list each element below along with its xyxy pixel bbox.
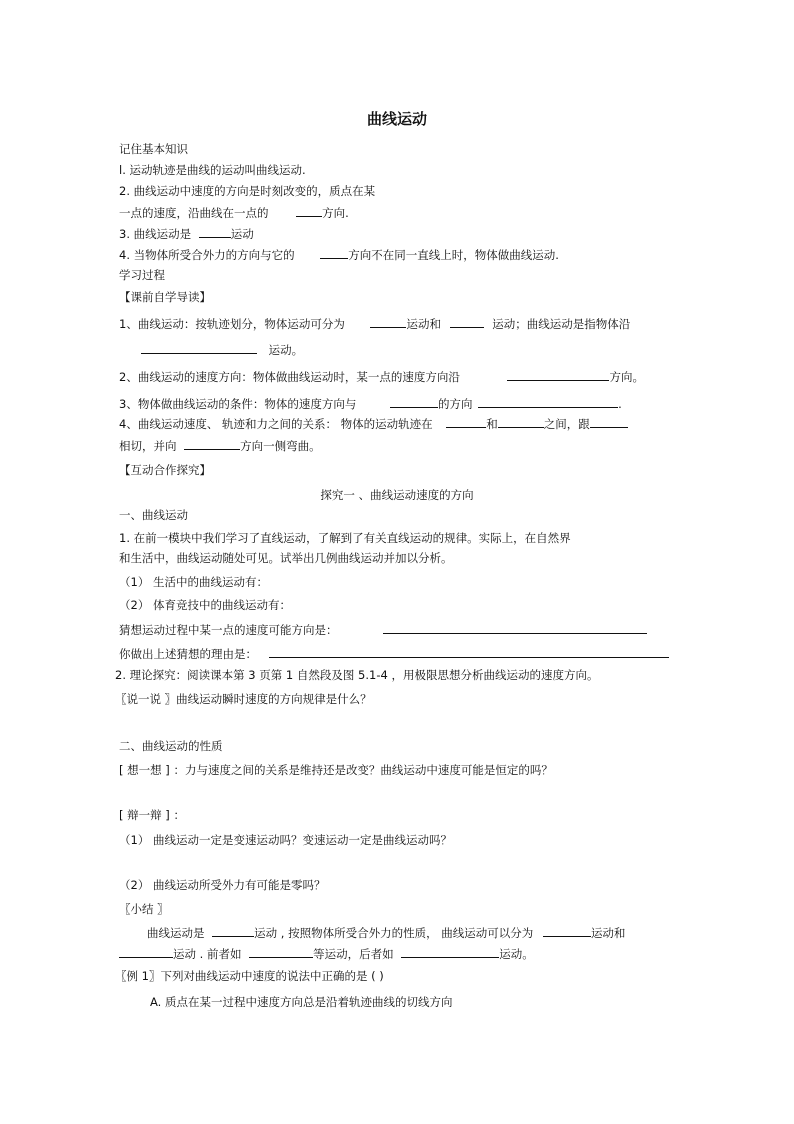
blank — [184, 437, 240, 450]
guess-line — [119, 621, 647, 638]
text: 和 — [486, 417, 498, 431]
blank — [498, 415, 544, 428]
blank — [370, 315, 406, 328]
blank — [478, 395, 618, 408]
blank — [212, 924, 254, 937]
text: 运动 — [230, 227, 254, 241]
preview-2 — [119, 368, 644, 385]
section-remember: 记住基本知识 — [119, 142, 188, 156]
blank — [401, 945, 499, 958]
text: 运动和 — [590, 926, 626, 940]
text: 你做出上述猜想的理由是： — [119, 647, 257, 661]
knowledge-2a: 2. 曲线运动中速度的方向是时刻改变的，质点在某 — [119, 184, 376, 198]
blank — [199, 225, 231, 238]
text: 运动和 — [406, 317, 441, 331]
debate-1: （1） 曲线运动一定是变速运动吗？变速运动一定是曲线运动吗？ — [119, 833, 452, 847]
text: 3. 曲线运动是 — [119, 227, 192, 241]
heading-1: 一、曲线运动 — [119, 508, 188, 522]
blank — [450, 315, 484, 328]
text: 运动 , 按照物体所受合外力的性质， 曲线运动可以分为 — [254, 926, 534, 940]
blank — [141, 341, 257, 354]
text: 猜想运动过程中某一点的速度可能方向是： — [119, 623, 338, 637]
talk-prompt: 〖说一说 〗曲线运动瞬时速度的方向规律是什么？ — [115, 692, 372, 706]
question-1a: 1. 在前一模块中我们学习了直线运动，了解到了有关直线运动的规律。实际上，在自然界 — [119, 531, 571, 545]
blank — [249, 945, 313, 958]
question-1-2: （2） 体育竞技中的曲线运动有： — [119, 598, 291, 612]
text: 方向一侧弯曲。 — [240, 439, 321, 453]
summary-label: 〖小结 〗 — [119, 902, 169, 916]
heading-2: 二、曲线运动的性质 — [119, 739, 223, 753]
text: 运动 . 前者如 — [173, 947, 242, 961]
preview-1-cont — [141, 341, 303, 358]
knowledge-4 — [119, 246, 559, 263]
text: 一点的速度，沿曲线在一点的 — [119, 206, 269, 220]
preview-4-cont — [119, 437, 321, 454]
text: 4、曲线运动速度、 轨迹和力之间的关系： 物体的运动轨迹在 — [119, 417, 433, 431]
text: 方向。 — [609, 370, 644, 384]
example-1-option-a: A. 质点在某一过程中速度方向总是沿着轨迹曲线的切线方向 — [150, 995, 453, 1009]
blank — [269, 645, 669, 658]
blank — [119, 945, 173, 958]
text: 运动。 — [499, 947, 534, 961]
text: . — [618, 397, 622, 411]
text: 曲线运动是 — [147, 926, 205, 940]
think-prompt: [ 想一想 ] ：力与速度之间的关系是维持还是改变？曲线运动中速度可能是恒定的吗？ — [119, 763, 553, 777]
reason-line — [119, 645, 669, 662]
section-preview: 【课前自学导读】 — [119, 290, 211, 304]
blank — [543, 924, 591, 937]
text: 4. 当物体所受合外力的方向与它的 — [119, 248, 295, 262]
blank — [320, 246, 348, 259]
page-title: 曲线运动 — [366, 110, 427, 128]
summary-line-2 — [119, 945, 534, 962]
blank — [446, 415, 486, 428]
text: 运动；曲线运动是指物体沿 — [492, 317, 631, 331]
question-1b: 和生活中，曲线运动随处可见。试举出几例曲线运动并加以分析。 — [119, 551, 453, 565]
knowledge-1: l. 运动轨迹是曲线的运动叫曲线运动. — [119, 163, 306, 177]
blank — [383, 621, 647, 634]
blank — [507, 368, 609, 381]
question-2: 2. 理论探究：阅读课本第 3 页第 1 自然段及图 5.1-4 ，用极限思想分析曲线运动的速度方向。 — [115, 668, 599, 682]
blank — [390, 395, 438, 408]
text: 1、曲线运动：按轨迹划分，物体运动可分为 — [119, 317, 345, 331]
text: 的方向 — [437, 397, 473, 411]
knowledge-2b — [119, 204, 349, 221]
blank — [296, 204, 322, 217]
section-process: 学习过程 — [119, 268, 165, 282]
text: 之间，跟 — [543, 417, 590, 431]
example-1: 〖例 1〗下列对曲线运动中速度的说法中正确的是 ( ) — [115, 969, 384, 983]
text: 方向不在同一直线上时，物体做曲线运动. — [348, 248, 559, 262]
summary-line-1 — [147, 924, 625, 941]
preview-1 — [119, 315, 630, 332]
text: 等运动，后者如 — [313, 947, 394, 961]
section-interact: 【互动合作探究】 — [119, 463, 211, 477]
debate-2: （2） 曲线运动所受外力有可能是零吗？ — [119, 878, 326, 892]
preview-4 — [119, 415, 628, 432]
text: 相切，并向 — [119, 439, 177, 453]
text: 方向. — [322, 206, 349, 220]
debate-prompt: [ 辩一辩 ] ： — [119, 808, 185, 822]
text: 运动。 — [268, 343, 304, 357]
explore-1-heading: 探究一 、曲线运动速度的方向 — [320, 488, 474, 502]
question-1-1: （1） 生活中的曲线运动有： — [119, 575, 268, 589]
knowledge-3 — [119, 225, 254, 242]
preview-3 — [119, 395, 622, 412]
text: 3、物体做曲线运动的条件：物体的速度方向与 — [119, 397, 357, 411]
text: 2、曲线运动的速度方向：物体做曲线运动时，某一点的速度方向沿 — [119, 370, 460, 384]
blank — [590, 415, 628, 428]
